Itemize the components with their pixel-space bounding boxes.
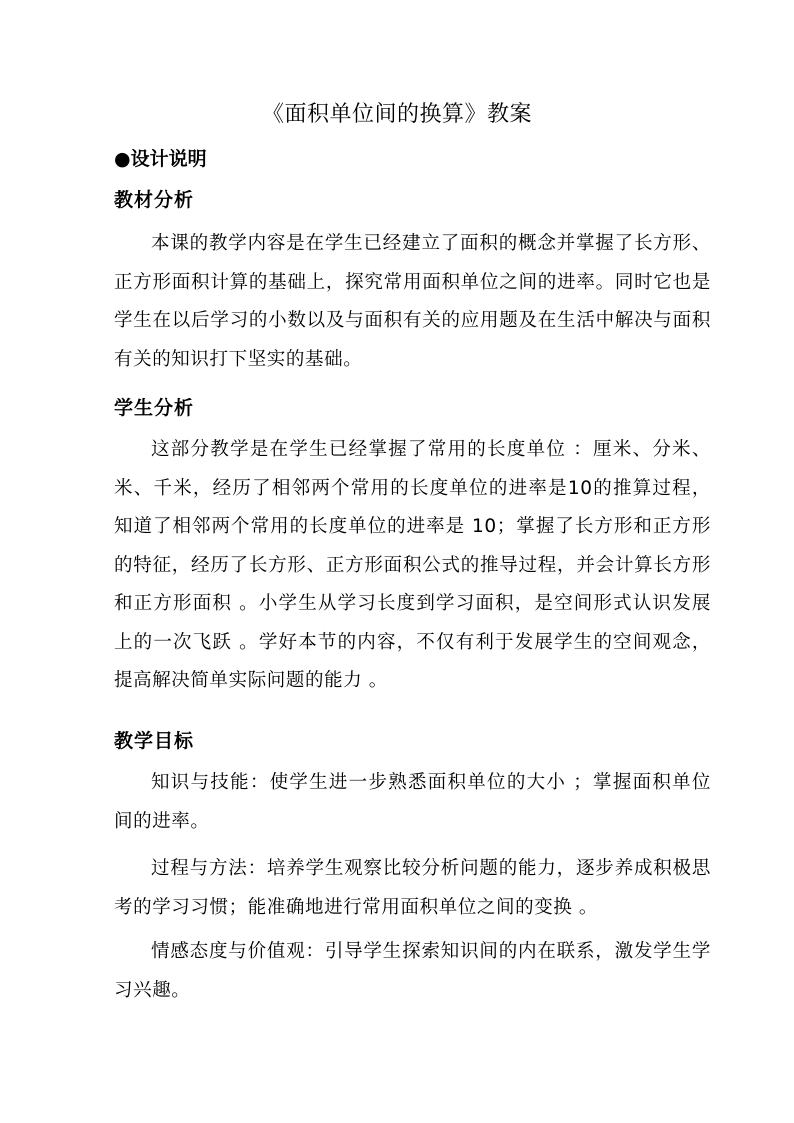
heading-teaching-goals: 教学目标 [114, 730, 195, 752]
document-title: 《面积单位间的换算》教案 [261, 102, 532, 127]
heading-textbook-analysis: 教材分析 [114, 189, 195, 211]
section-design-notes: ●设计说明 [114, 148, 207, 170]
paragraph-goal-attitudes-values: 情感态度与价值观：引导学生探索知识间的内在联系，激发学生学习兴趣。 [114, 941, 711, 1001]
paragraph-textbook-analysis: 本课的教学内容是在学生已经建立了面积的概念并掌握了长方形、正方形面积计算的基础上，探究常用面积单位之间的进率。同时它也是学生在以后学习的小数以及与面积有关的应用题及在生活中解决与面积有关的知识打下坚实的基础。 [114, 233, 711, 370]
paragraph-student-analysis: 这部分教学是在学生已经掌握了常用的长度单位 ：厘米、分米、米、千米，经历了相邻两个常用的长度单位的进率是10的推算过程，知道了相邻两个常用的长度单位的进率是 10；掌握了长方形和正方形的特征，经历了长方形、正方形面积公式的推导过程，并会计算长方形和正方形面积 。小学生从学习长度到学习面积，是空间形式认识发展上的一次飞跃 。学好本节的内容，不仅有利于发展学生的空间观念，提高解决简单实际问题的能力 。 [114, 439, 711, 691]
heading-student-analysis: 学生分析 [114, 397, 195, 419]
paragraph-goal-knowledge-skills: 知识与技能：使学生进一步熟悉面积单位的大小 ；掌握面积单位间的进率。 [114, 772, 711, 832]
paragraph-goal-process-methods: 过程与方法：培养学生观察比较分析问题的能力，逐步养成积极思考的学习习惯；能准确地进行常用面积单位之间的变换 。 [114, 858, 711, 918]
